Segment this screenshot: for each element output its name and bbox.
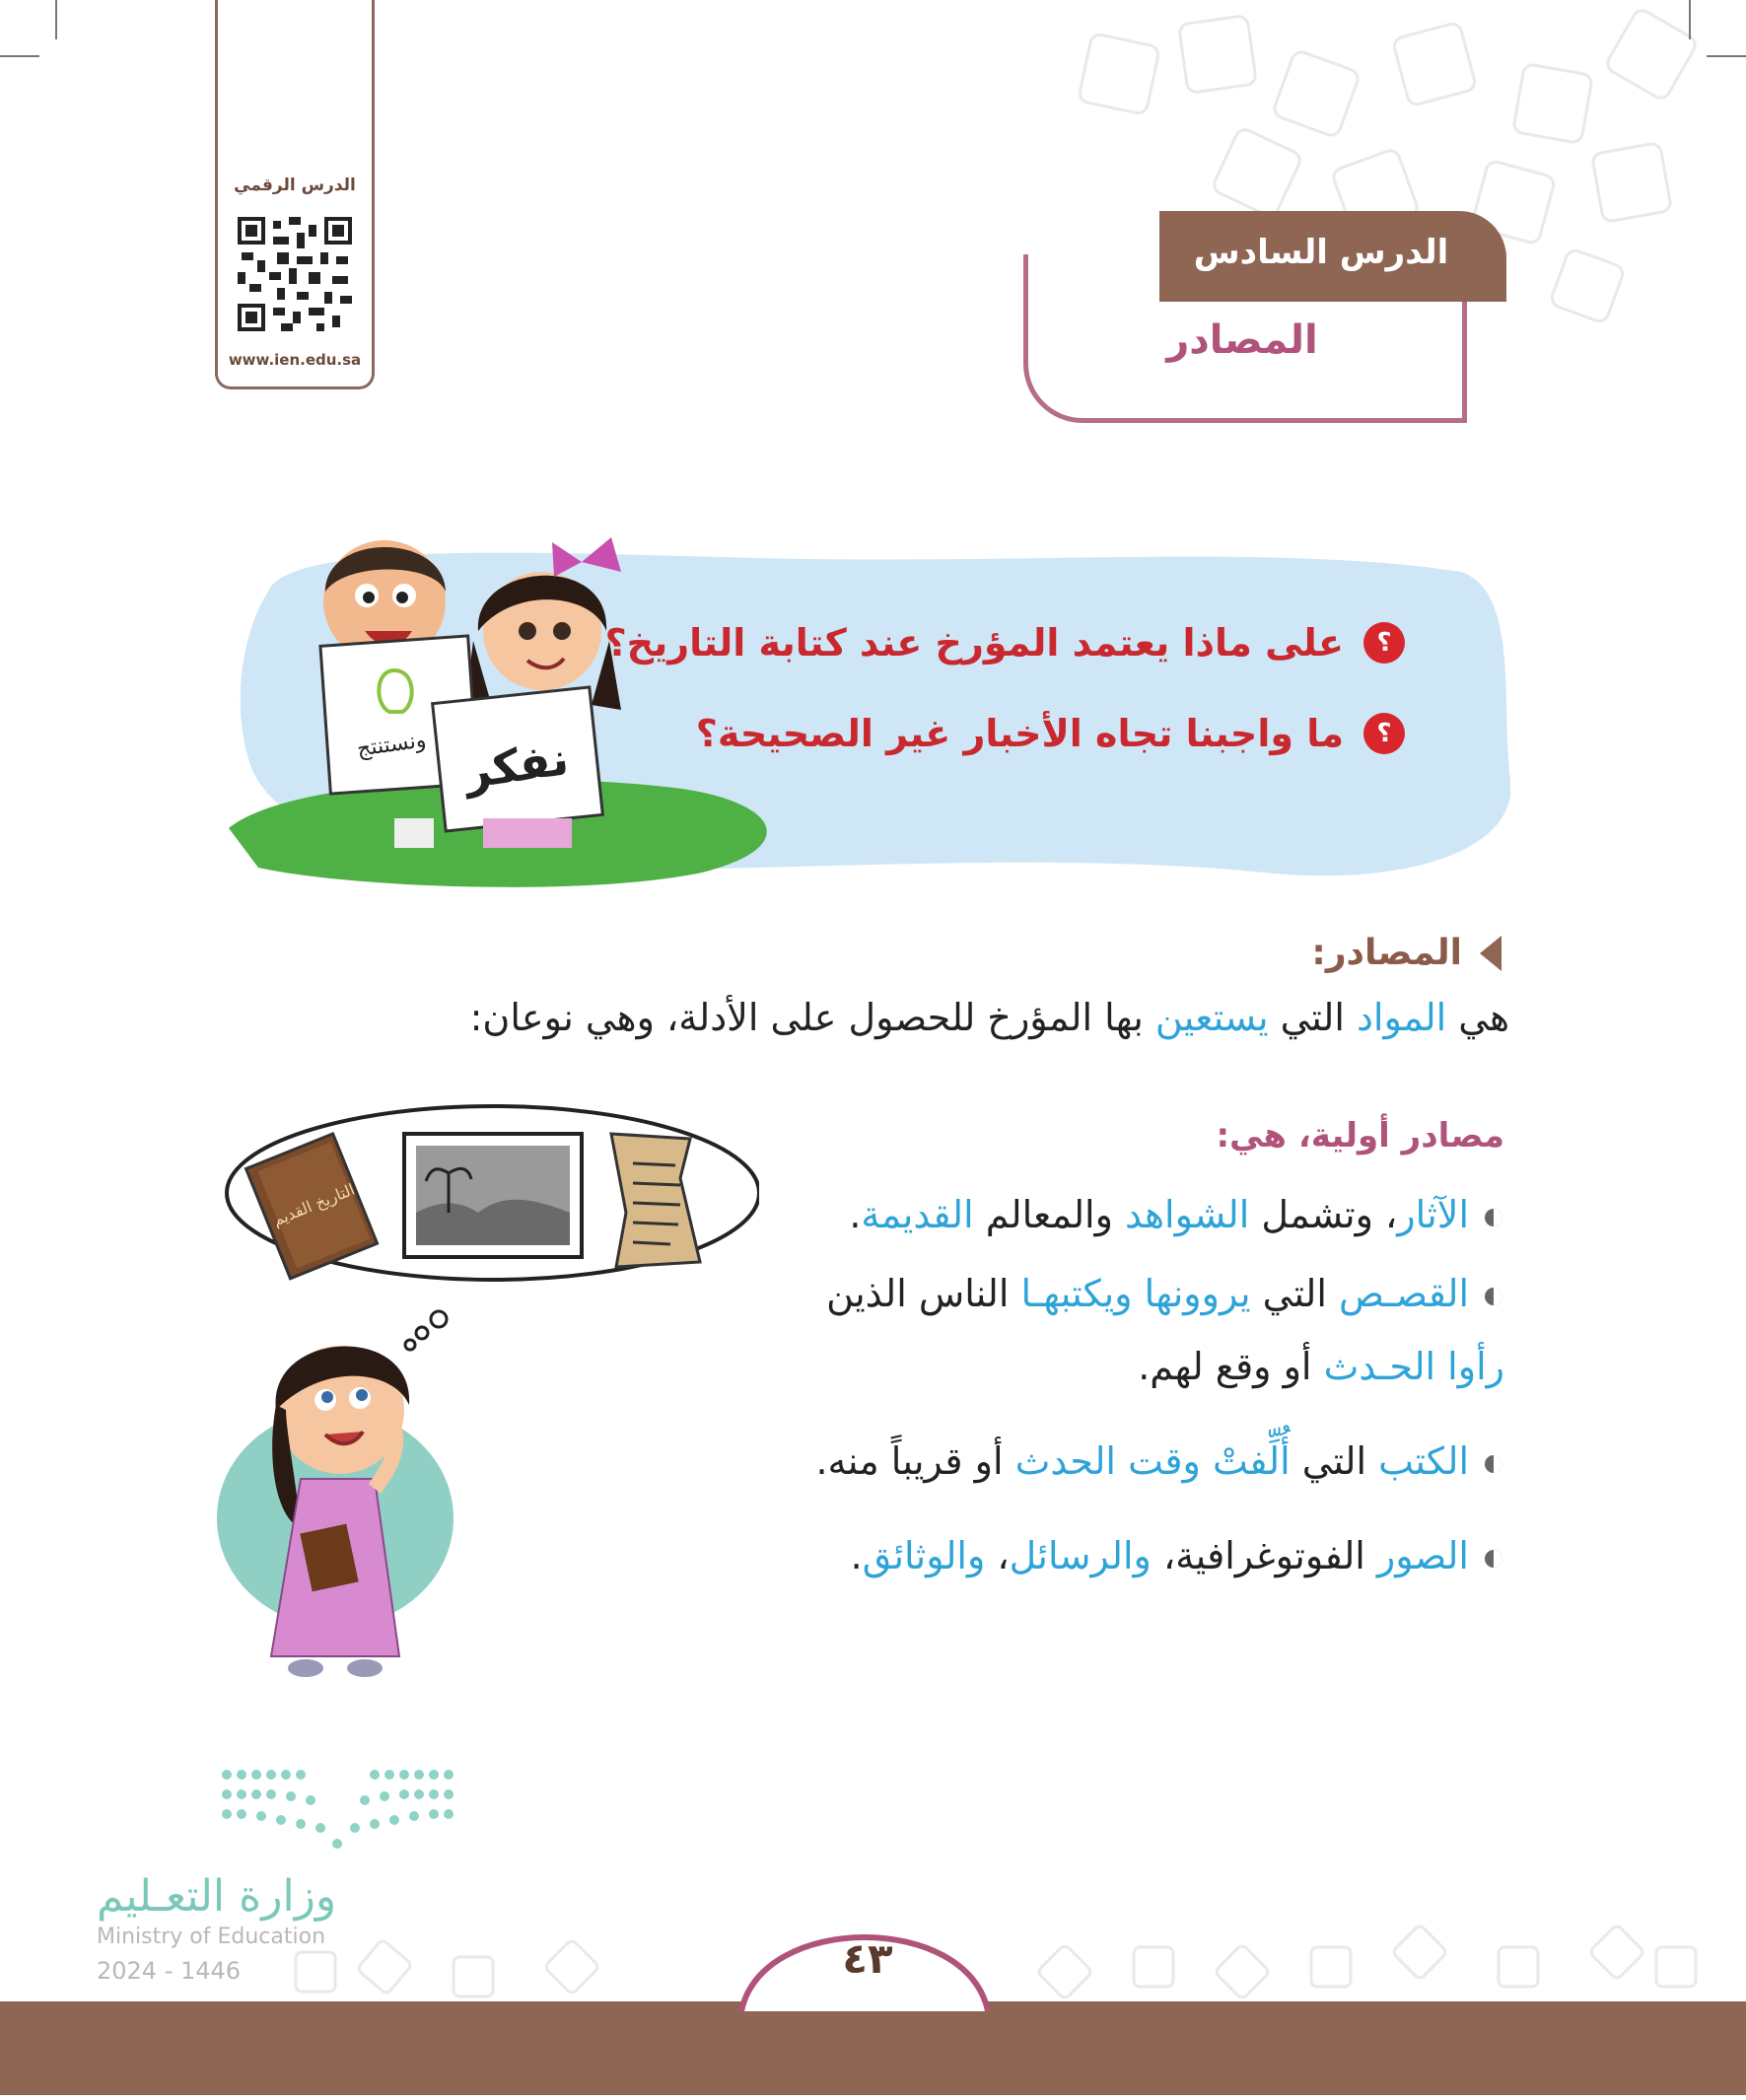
section-heading-text: المصادر:: [1311, 933, 1462, 973]
question-2: [696, 712, 1405, 755]
lesson-number-label: الدرس السادس: [1193, 233, 1449, 272]
lesson-title: المصادر: [1166, 317, 1318, 363]
crop-mark: [55, 0, 57, 39]
primary-sources-heading: مصادر أولية، هي:: [1216, 1116, 1504, 1155]
definition-text: هي المواد التي يستعين بها المؤرخ للحصول على الأدلة، وهي نوعان:: [469, 996, 1509, 1039]
question-1: [605, 621, 1405, 665]
bullet-icon: [1483, 1286, 1504, 1307]
kids-illustration: [296, 532, 651, 858]
qr-code-icon[interactable]: [238, 215, 352, 333]
digital-lesson-label: الدرس الرقمي: [234, 175, 356, 195]
question-mark-icon: ؟: [1363, 713, 1405, 754]
bullet-icon: [1483, 1207, 1504, 1228]
bullet-item: الآثار، وتشمل الشواهد والمعالم القديمة.: [849, 1193, 1504, 1236]
chevron-left-icon: [1474, 934, 1503, 973]
digital-lesson-card[interactable]: [215, 0, 375, 389]
thinking-girl-illustration: [207, 1104, 759, 1696]
bullet-icon: [1483, 1453, 1504, 1475]
section-heading: [1311, 933, 1503, 973]
bullet-icon: [1483, 1548, 1504, 1570]
sign-left-text: ونستنتج: [355, 728, 428, 762]
sign-right-text: نفكر: [460, 732, 572, 800]
page-number: ٤٣: [842, 1934, 893, 1983]
ministry-name-english: Ministry of Education: [97, 1925, 326, 1949]
bullet-item: القصـص التي يروونها ويكتبهـا الناس الذين: [826, 1272, 1504, 1315]
ministry-logo-dots: [217, 1765, 463, 1863]
crop-mark: [1707, 55, 1746, 57]
question-1-text: على ماذا يعتمد المؤرخ عند كتابة التاريخ؟: [604, 621, 1344, 665]
bullet-item: الصور الفوتوغرافية، والرسائل، والوثائق.: [851, 1534, 1504, 1577]
ministry-name-arabic: وزارة التعـليم: [97, 1871, 337, 1922]
bullet-continuation: رأوا الحـدث أو وقع لهم.: [1138, 1345, 1504, 1388]
bullet-item: الكتب التي أُلِّفتْ وقت الحدث أو قريباً منه.: [815, 1439, 1504, 1483]
crop-mark: [1689, 0, 1691, 39]
page-number-arc: [732, 1903, 998, 2100]
website-url[interactable]: www.ien.edu.sa: [228, 351, 362, 369]
edition-year: 2024 - 1446: [97, 1957, 242, 1985]
question-mark-icon: ؟: [1363, 622, 1405, 664]
question-2-text: ما واجبنا تجاه الأخبار غير الصحيحة؟: [695, 712, 1344, 755]
lesson-number-tab: [1159, 211, 1506, 302]
crop-mark: [0, 55, 39, 57]
book-label: التاريخ القديم: [270, 1179, 358, 1230]
